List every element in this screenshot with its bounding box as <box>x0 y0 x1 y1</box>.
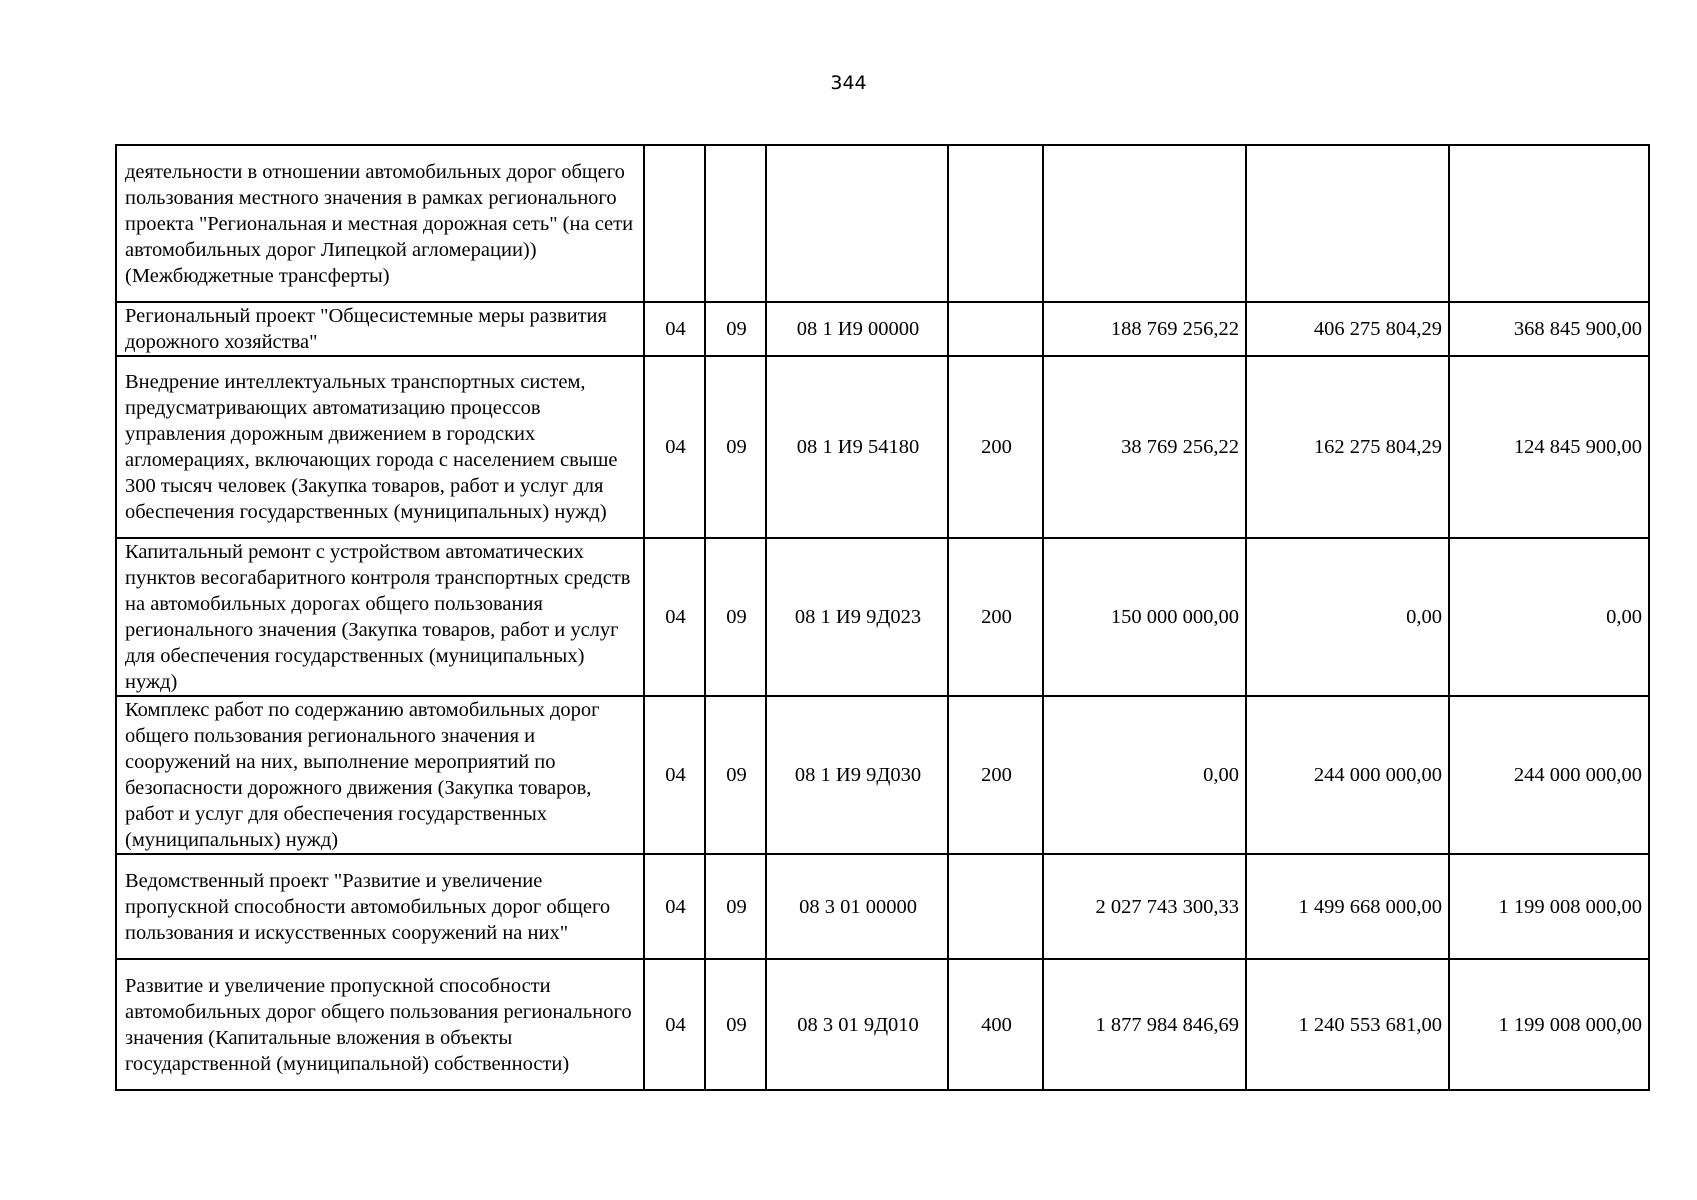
section-cell: 04 <box>644 696 705 854</box>
expense-type-cell: 200 <box>948 696 1043 854</box>
expense-type-cell: 400 <box>948 959 1043 1090</box>
target-article-cell: 08 1 И9 00000 <box>766 302 948 356</box>
subsection-cell: 09 <box>705 302 766 356</box>
amount-year3-cell: 368 845 900,00 <box>1449 302 1649 356</box>
amount-year1-cell <box>1043 145 1246 302</box>
table-row <box>116 538 1649 696</box>
amount-year3-cell: 124 845 900,00 <box>1449 356 1649 538</box>
amount-year2-cell: 162 275 804,29 <box>1246 356 1449 538</box>
table-row <box>116 696 1649 854</box>
amount-year3-cell <box>1449 145 1649 302</box>
row-name-cell: Региональный проект "Общесистемные меры развития дорожного хозяйства" <box>116 302 644 356</box>
table-row <box>116 854 1649 959</box>
amount-year3-cell: 244 000 000,00 <box>1449 696 1649 854</box>
amount-year2-cell: 406 275 804,29 <box>1246 302 1449 356</box>
subsection-cell: 09 <box>705 696 766 854</box>
amount-year1-cell: 0,00 <box>1043 696 1246 854</box>
table-row <box>116 145 1649 302</box>
amount-year1-cell: 38 769 256,22 <box>1043 356 1246 538</box>
amount-year3-cell: 0,00 <box>1449 538 1649 696</box>
section-cell: 04 <box>644 302 705 356</box>
amount-year1-cell: 150 000 000,00 <box>1043 538 1246 696</box>
amount-year3-cell: 1 199 008 000,00 <box>1449 959 1649 1090</box>
row-name-cell: деятельности в отношении автомобильных дорог общего пользования местного значения в рамках регионального проекта "Региональная и местная дорожная сеть" (на сети автомобильных дорог Липецкой агломерации)) (Межбюджетные трансферты) <box>116 145 644 302</box>
amount-year2-cell: 1 240 553 681,00 <box>1246 959 1449 1090</box>
section-cell: 04 <box>644 356 705 538</box>
table-row <box>116 356 1649 538</box>
subsection-cell: 09 <box>705 959 766 1090</box>
amount-year1-cell: 2 027 743 300,33 <box>1043 854 1246 959</box>
expense-type-cell <box>948 302 1043 356</box>
expense-type-cell <box>948 145 1043 302</box>
target-article-cell <box>766 145 948 302</box>
table-row <box>116 302 1649 356</box>
section-cell: 04 <box>644 959 705 1090</box>
section-cell: 04 <box>644 538 705 696</box>
target-article-cell: 08 1 И9 54180 <box>766 356 948 538</box>
amount-year2-cell <box>1246 145 1449 302</box>
row-name-cell: Капитальный ремонт с устройством автоматических пунктов весогабаритного контроля транспортных средств на автомобильных дорогах общего пользования регионального значения (Закупка товаров, работ и услуг для обеспечения государственных (муниципальных) нужд) <box>116 538 644 696</box>
subsection-cell: 09 <box>705 538 766 696</box>
table-row <box>116 959 1649 1090</box>
budget-table <box>115 144 1650 1091</box>
amount-year2-cell: 0,00 <box>1246 538 1449 696</box>
target-article-cell: 08 1 И9 9Д030 <box>766 696 948 854</box>
expense-type-cell: 200 <box>948 538 1043 696</box>
target-article-cell: 08 1 И9 9Д023 <box>766 538 948 696</box>
expense-type-cell: 200 <box>948 356 1043 538</box>
row-name-cell: Внедрение интеллектуальных транспортных систем, предусматривающих автоматизацию процессов управления дорожным движением в городских агломерациях, включающих города с населением свыше 300 тысяч человек (Закупка товаров, работ и услуг для обеспечения государственных (муниципальных) нужд) <box>116 356 644 538</box>
target-article-cell: 08 3 01 00000 <box>766 854 948 959</box>
row-name-cell: Ведомственный проект "Развитие и увеличение пропускной способности автомобильных дорог общего пользования и искусственных сооружений на них" <box>116 854 644 959</box>
subsection-cell <box>705 145 766 302</box>
amount-year2-cell: 1 499 668 000,00 <box>1246 854 1449 959</box>
amount-year1-cell: 188 769 256,22 <box>1043 302 1246 356</box>
amount-year3-cell: 1 199 008 000,00 <box>1449 854 1649 959</box>
target-article-cell: 08 3 01 9Д010 <box>766 959 948 1090</box>
subsection-cell: 09 <box>705 854 766 959</box>
page-number: 344 <box>830 72 867 94</box>
subsection-cell: 09 <box>705 356 766 538</box>
section-cell <box>644 145 705 302</box>
section-cell: 04 <box>644 854 705 959</box>
row-name-cell: Комплекс работ по содержанию автомобильных дорог общего пользования регионального значения и сооружений на них, выполнение мероприятий по безопасности дорожного движения (Закупка товаров, работ и услуг для обеспечения государственных (муниципальных) нужд) <box>116 696 644 854</box>
expense-type-cell <box>948 854 1043 959</box>
amount-year1-cell: 1 877 984 846,69 <box>1043 959 1246 1090</box>
amount-year2-cell: 244 000 000,00 <box>1246 696 1449 854</box>
row-name-cell: Развитие и увеличение пропускной способности автомобильных дорог общего пользования регионального значения (Капитальные вложения в объекты государственной (муниципальной) собственности) <box>116 959 644 1090</box>
